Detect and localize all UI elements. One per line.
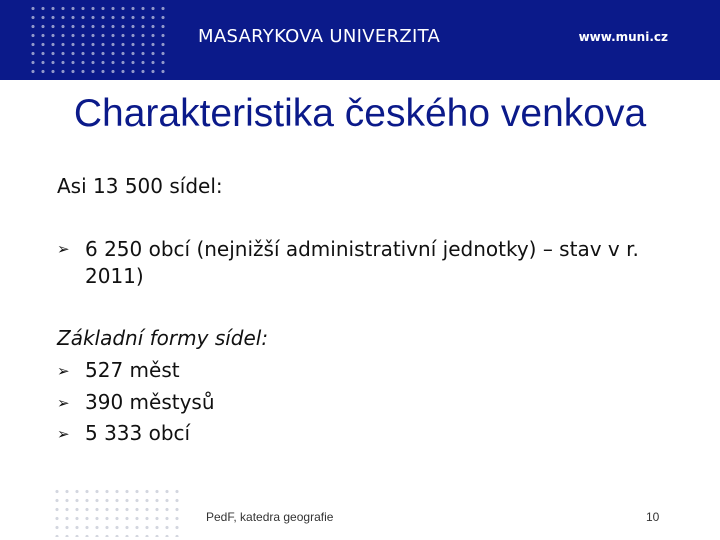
slide-title: Charakteristika českého venkova [73, 92, 647, 135]
form-item-mest: 527 měst [85, 358, 180, 382]
intro-text: Asi 13 500 sídel: [57, 174, 223, 198]
university-url[interactable]: www.muni.cz [578, 30, 668, 44]
footer-dot-pattern [52, 487, 182, 537]
arrow-bullet-icon: ➢ [57, 425, 70, 443]
arrow-bullet-icon: ➢ [57, 240, 70, 258]
page-number: 10 [646, 510, 660, 524]
university-name: MASARYKOVA UNIVERZITA [198, 26, 441, 47]
footer-text: PedF, katedra geografie [206, 510, 334, 524]
logo-dot-pattern [28, 4, 170, 78]
arrow-bullet-icon: ➢ [57, 394, 70, 412]
subheading: Základní formy sídel: [57, 326, 269, 350]
form-item-mestysu: 390 městysů [85, 390, 215, 414]
header-banner [0, 0, 720, 80]
form-item-obci: 5 333 obcí [85, 421, 191, 445]
bullet-obce-line1: 6 250 obcí (nejnižší administrativní jednotky) – stav v r. [85, 237, 639, 261]
bullet-obce-line2: 2011) [85, 264, 144, 288]
arrow-bullet-icon: ➢ [57, 362, 70, 380]
